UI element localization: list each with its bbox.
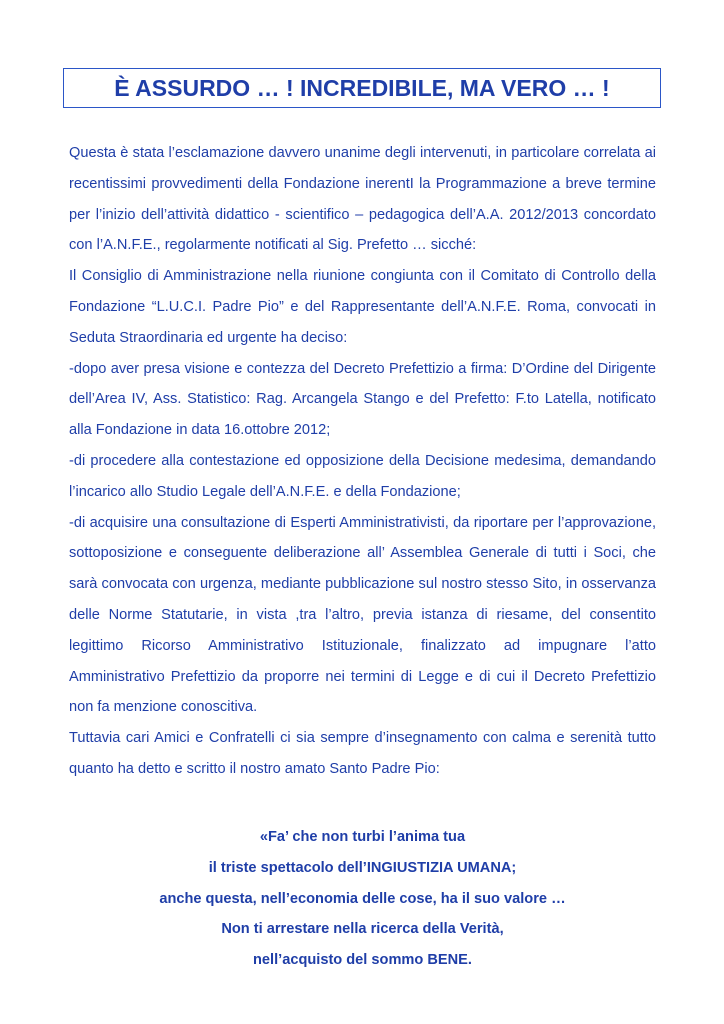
document-body	[69, 138, 656, 785]
paragraph-closing: Tuttavia cari Amici e Confratelli ci sia sempre d’insegnamento con calma e serenità tutto quanto ha detto e scritto il nostro amato Santo Padre Pio:	[69, 730, 656, 777]
paragraph-opposition: -di procedere alla contestazione ed opposizione della Decisione medesima, demandando l’incarico allo Studio Legale dell’A.N.F.E. e della Fondazione;	[69, 452, 656, 500]
paragraph-council: Il Consiglio di Amministrazione nella riunione congiunta con il Comitato di Controllo della Fondazione “L.U.C.I. Padre Pio” e del Rappresentante dell’A.N.F.E. Roma, convocati in Seduta Straordinaria ed urgente ha deciso:	[69, 268, 656, 346]
quote-line: nell’acquisto del sommo BENE.	[253, 952, 472, 969]
quote-line: Non ti arrestare nella ricerca della Verità,	[221, 921, 504, 938]
paragraph-decree: -dopo aver presa visione e contezza del Decreto Prefettizio a firma: D’Ordine del Dirigente dell’Area IV, Ass. Statistico: Rag. Arcangela Stango e del Prefetto: F.to Latella, notificato alla Fondazione in data 16.ottobre 2012;	[69, 360, 656, 439]
quote-line: anche questa, nell’economia delle cose, ha il suo valore …	[159, 890, 566, 907]
title-box	[63, 68, 661, 108]
quote-line: «Fa’ che non turbi l’anima tua	[259, 829, 466, 845]
document-title: È ASSURDO … ! INCREDIBILE, MA VERO … !	[114, 74, 610, 101]
quote-line: il triste spettacolo dell’INGIUSTIZIA UMANA;	[208, 859, 517, 876]
padre-pio-quote	[69, 822, 656, 976]
paragraph-intro: Questa è stata l’esclamazione davvero unanime degli intervenuti, in particolare correlata ai recentissimi provvedimenti della Fondazione inerentI la Programmazione a breve termine per l’inizio dell’attività didattico - scientifico – pedagogica dell’A.A. 2012/2013 concordato con l’A.N.F.E., regolarmente notificati al Sig. Prefetto … sicché:	[69, 145, 656, 254]
paragraph-consultation: -di acquisire una consultazione di Esperti Amministrativisti, da riportare per l’approvazione, sottoposizione e conseguente deliberazione all’ Assemblea Generale di tutti i Soci, che sarà convocata con urgenza, mediante pubblicazione sul nostro stesso Sito, in osservanza delle Norme Statutarie, in vista ,tra l’altro, previa istanza di riesame, del consentito legittimo Ricorso Amministrativo Istituzionale, finalizzato ad impugnare l’atto Amministrativo Prefettizio da proporre nei termini di Legge e di cui il Decreto Prefettizio non fa menzione conoscitiva.	[69, 514, 656, 716]
